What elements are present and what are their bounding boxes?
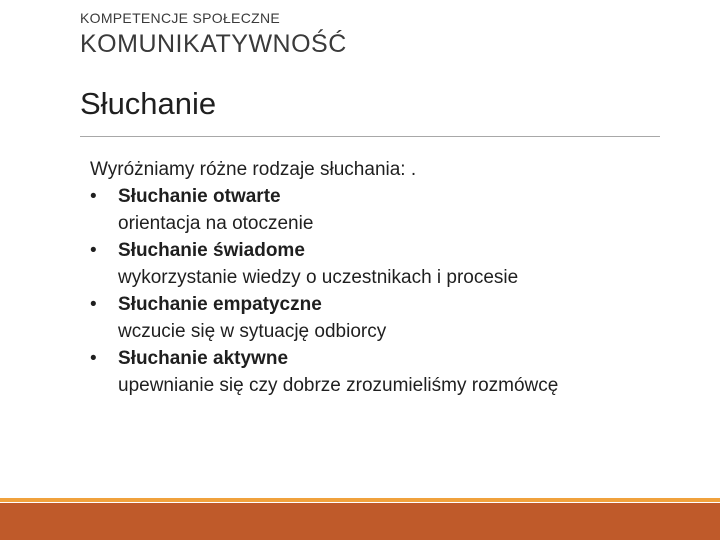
list-item-description: orientacja na otoczenie bbox=[118, 213, 314, 234]
bullet-icon: • bbox=[90, 294, 97, 315]
list-item-title: Słuchanie empatyczne bbox=[118, 294, 322, 315]
list-item bbox=[90, 345, 690, 399]
list-item-title: Słuchanie otwarte bbox=[118, 186, 281, 207]
header-topic: KOMUNIKATYWNOŚĆ bbox=[80, 30, 347, 58]
list-item-title: Słuchanie aktywne bbox=[118, 348, 289, 369]
listening-types-list bbox=[90, 183, 690, 399]
list-item-description: wykorzystanie wiedzy o uczestnikach i procesie bbox=[118, 267, 519, 288]
list-item bbox=[90, 291, 690, 345]
bullet-icon: • bbox=[90, 186, 97, 207]
title-divider bbox=[80, 136, 660, 137]
slide-title: Słuchanie bbox=[80, 86, 217, 121]
slide-content bbox=[90, 156, 690, 399]
bullet-icon: • bbox=[90, 240, 97, 261]
bullet-icon: • bbox=[90, 348, 97, 369]
list-item-description: wczucie się w sytuację odbiorcy bbox=[118, 321, 387, 342]
list-item-description: upewnianie się czy dobrze zrozumieliśmy rozmówcę bbox=[118, 375, 559, 396]
intro-text: Wyróżniamy różne rodzaje słuchania: . bbox=[90, 159, 417, 180]
list-item bbox=[90, 183, 690, 237]
header-category: KOMPETENCJE SPOŁECZNE bbox=[80, 10, 281, 26]
footer-bar bbox=[0, 503, 720, 540]
list-item bbox=[90, 237, 690, 291]
footer-accent-line bbox=[0, 498, 720, 502]
list-item-title: Słuchanie świadome bbox=[118, 240, 305, 261]
